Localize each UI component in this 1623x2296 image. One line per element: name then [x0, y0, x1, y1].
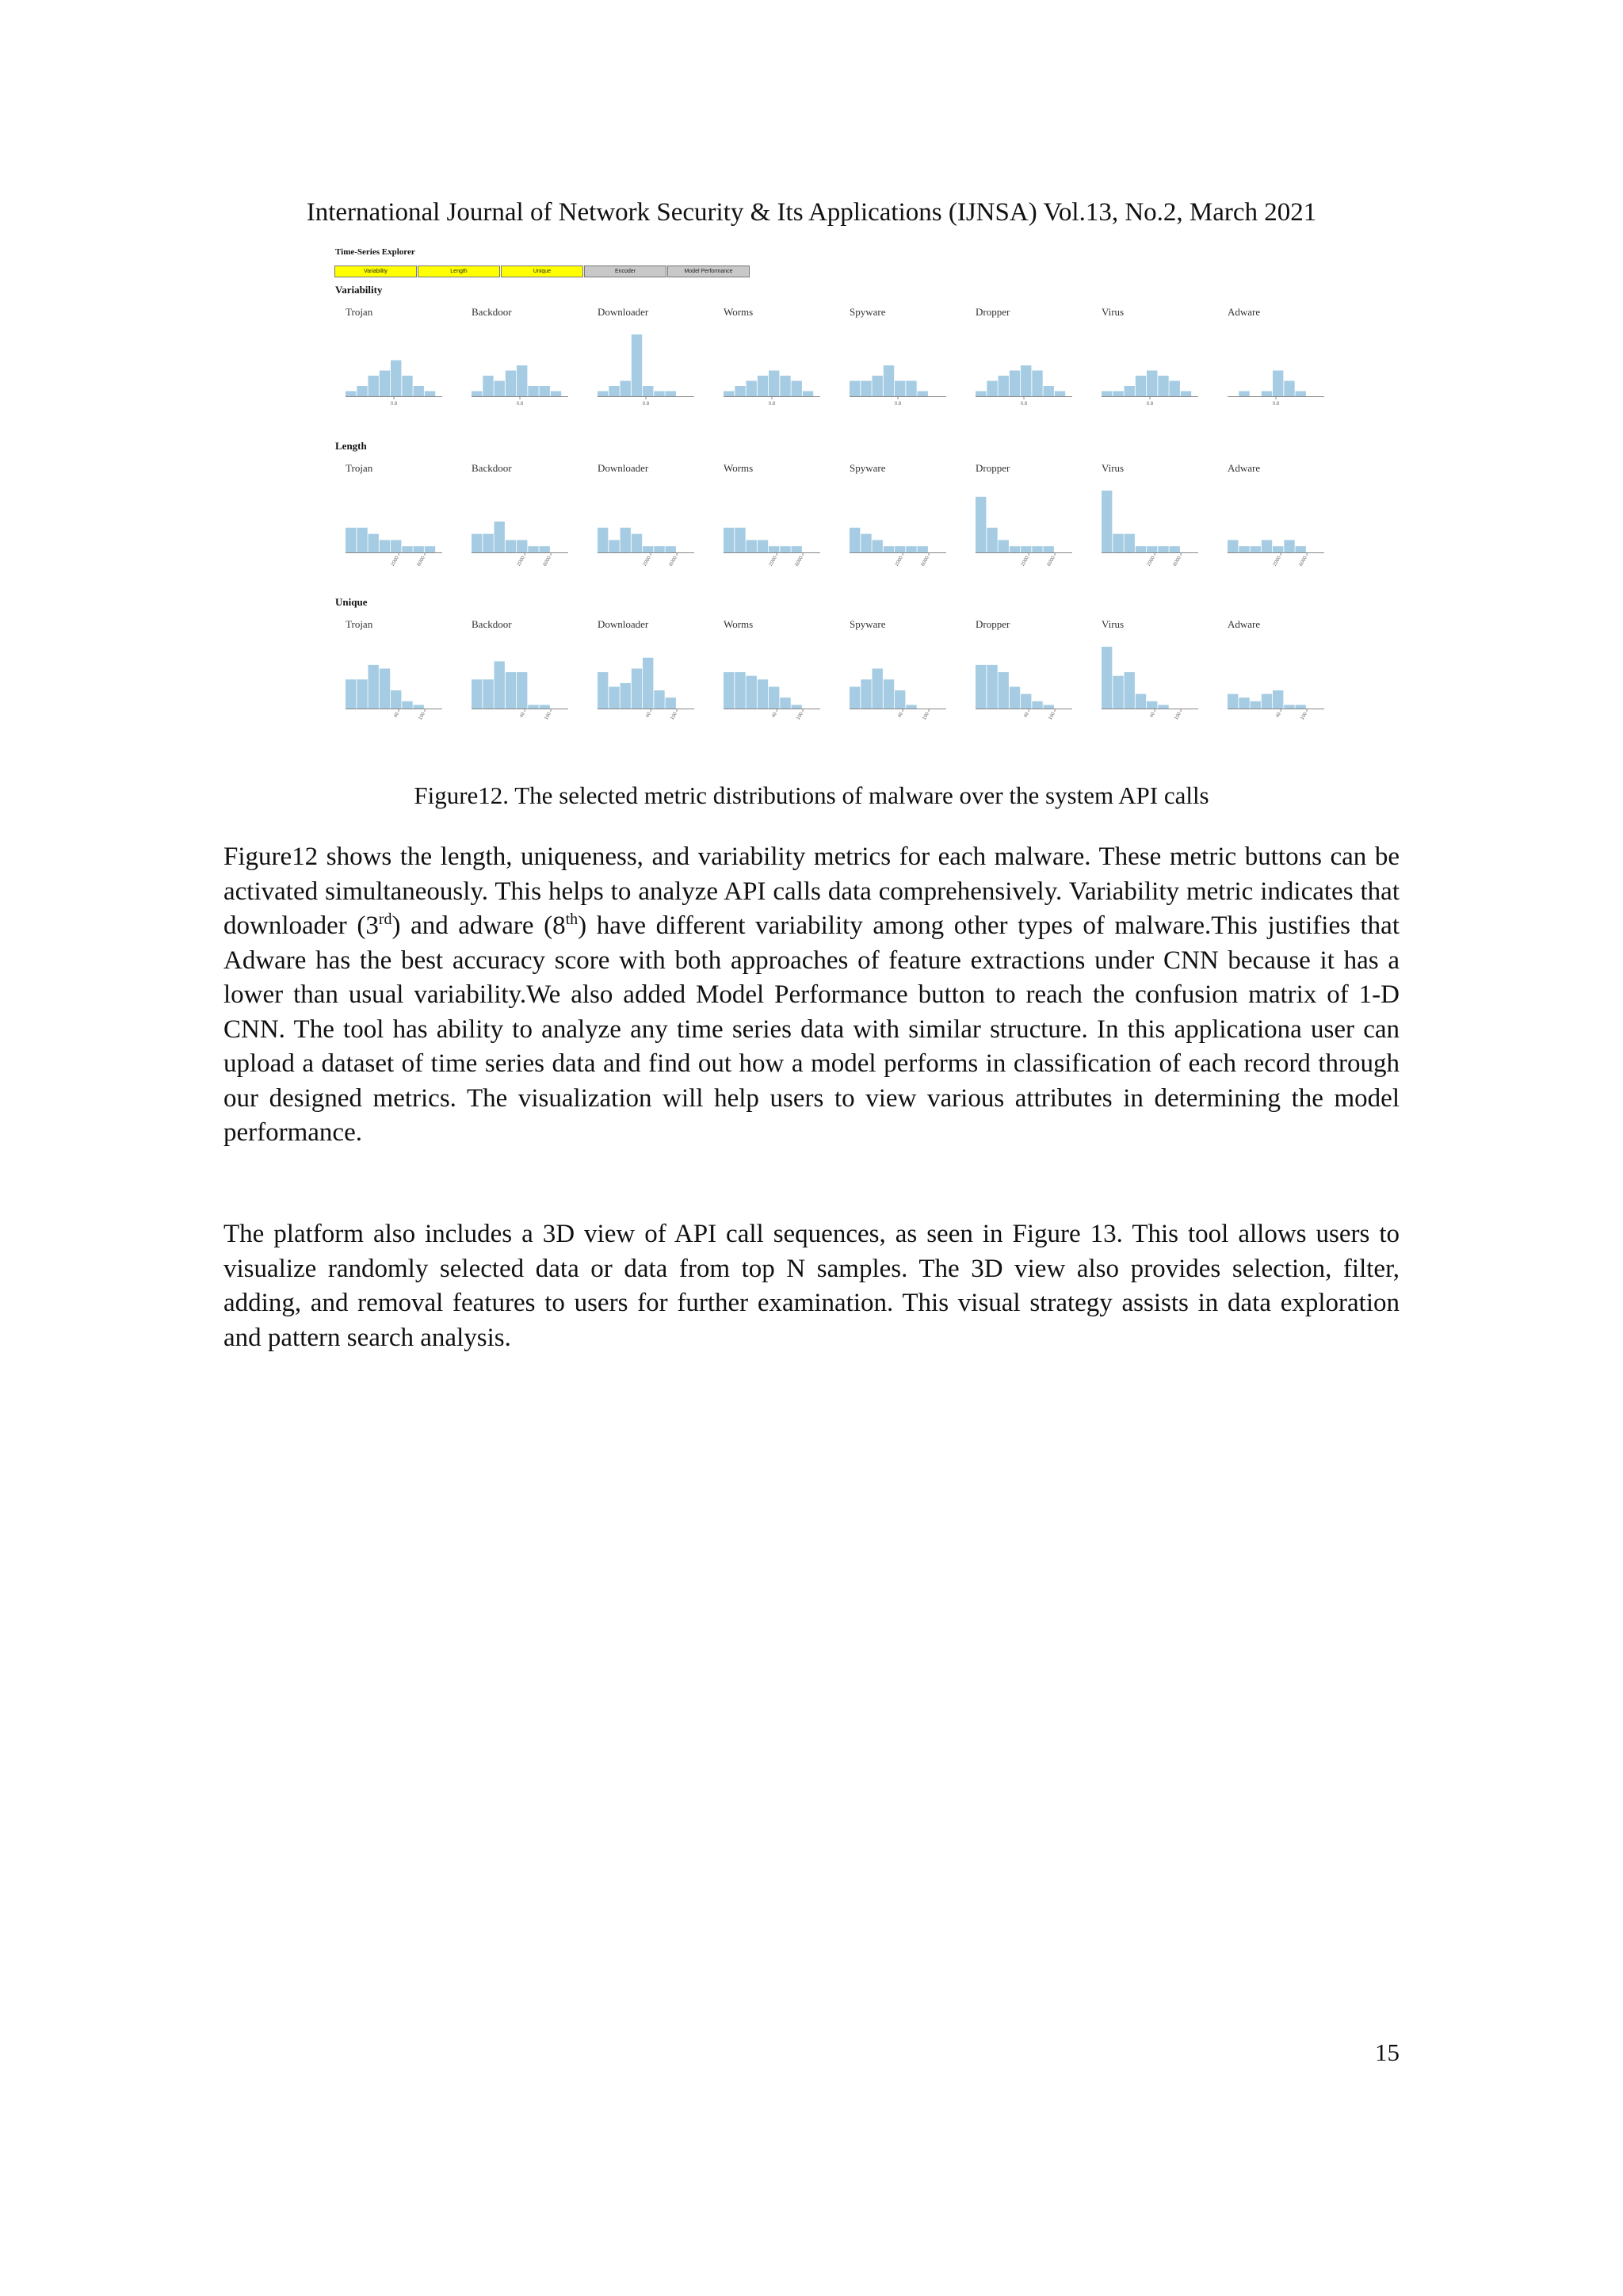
histogram-bar: [472, 392, 482, 397]
histogram-bar: [1147, 546, 1157, 552]
histogram-bar: [517, 672, 527, 709]
histogram-bar: [918, 392, 928, 397]
histogram-bar: [1102, 491, 1112, 552]
histogram-bar: [1021, 546, 1031, 552]
histogram-bar: [609, 540, 619, 552]
histogram-bar: [483, 376, 493, 396]
histogram-bar: [987, 665, 997, 709]
histogram-bar: [357, 528, 367, 552]
histogram-length-worms: [724, 487, 820, 573]
histogram-bar: [391, 690, 401, 709]
histogram-bar: [598, 672, 608, 709]
histogram-length-backdoor: [472, 487, 568, 573]
x-tick-label: 40: [897, 712, 904, 719]
histogram-length-adware: [1228, 487, 1324, 573]
histogram-unique-worms: [724, 644, 820, 729]
histogram-bar: [769, 546, 779, 552]
histogram-unique-backdoor: [472, 644, 568, 729]
histogram-bar: [609, 687, 619, 709]
histogram-bar: [1147, 371, 1157, 397]
histogram-bar: [884, 679, 894, 709]
metric-button-model-performance[interactable]: Model Performance: [667, 266, 750, 277]
p1-text-b: ) and adware (8: [391, 911, 566, 940]
plot-label-backdoor: Backdoor: [472, 618, 512, 630]
plot-label-spyware: Spyware: [850, 618, 886, 630]
histogram-bar: [1125, 672, 1135, 709]
histogram-bar: [1010, 546, 1020, 552]
histogram-variability-trojan: [346, 331, 442, 417]
histogram-bar: [769, 371, 779, 397]
histogram-bar: [1113, 392, 1123, 397]
histogram-bar: [1181, 392, 1191, 397]
histogram-bar: [632, 534, 642, 552]
x-tick-label: 40: [1023, 712, 1030, 719]
plot-label-backdoor: Backdoor: [472, 462, 512, 474]
histogram-bar: [1044, 386, 1054, 396]
x-tick-label: 0.8: [1272, 402, 1280, 407]
paragraph-1: [223, 840, 1400, 1151]
x-tick-label: 6000: [1298, 556, 1308, 567]
histogram-bar: [1251, 546, 1261, 552]
histogram-bar: [1032, 701, 1042, 709]
histogram-bar: [780, 546, 790, 552]
x-tick-label: 100: [922, 712, 930, 721]
x-tick-label: 0.8: [516, 402, 524, 407]
histogram-bar: [1032, 546, 1042, 552]
metric-button-unique[interactable]: Unique: [501, 266, 583, 277]
histogram-bar: [414, 546, 424, 552]
histogram-bar: [540, 386, 550, 396]
histogram-unique-downloader: [598, 644, 694, 729]
histogram-bar: [884, 546, 894, 552]
metric-button-variability[interactable]: Variability: [334, 266, 417, 277]
histogram-bar: [621, 528, 631, 552]
x-tick-label: 40: [519, 712, 526, 719]
x-tick-label: 100: [1300, 712, 1308, 721]
histogram-bar: [735, 672, 745, 709]
histogram-bar: [780, 697, 790, 709]
paragraph-2: The platform also includes a 3D view of API call sequences, as seen in Figure 13. This tool allows users to visualize randomly selected data or data from top N samples. The 3D view also provides selection, filter, adding, and removal features to users for further examination. This visual strategy assists in data exploration and pattern search analysis.: [223, 1220, 1400, 1352]
histogram-bar: [1284, 381, 1294, 397]
histogram-bar: [391, 540, 401, 552]
histogram-bar: [769, 687, 779, 709]
histogram-bar: [976, 497, 986, 552]
histogram-bar: [724, 392, 734, 397]
histogram-bar: [1158, 546, 1168, 552]
histogram-length-downloader: [598, 487, 694, 573]
p1-text-a: Figure12 shows the length, uniqueness, and variability metrics for each malware. These metric buttons can be activated simultaneously. This helps to analyze API calls data comprehensively. Variability metric indicates that downloader (3: [223, 842, 1400, 940]
histogram-bar: [1228, 694, 1238, 709]
histogram-unique-spyware: [850, 644, 946, 729]
histogram-bar: [666, 697, 676, 709]
plot-label-adware: Adware: [1228, 618, 1261, 630]
histogram-bar: [621, 381, 631, 397]
histogram-bar: [357, 679, 367, 709]
histogram-unique-adware: [1228, 644, 1324, 729]
histogram-bar: [517, 365, 527, 396]
histogram-bar: [346, 679, 356, 709]
x-tick-label: 6000: [542, 556, 552, 567]
plot-label-worms: Worms: [724, 462, 754, 474]
histogram-bar: [895, 690, 905, 709]
app-title: Time-Series Explorer: [335, 247, 415, 257]
x-tick-label: 6000: [1046, 556, 1056, 567]
x-tick-label: 40: [1149, 712, 1156, 719]
histogram-bar: [506, 540, 516, 552]
histogram-unique-dropper: [976, 644, 1072, 729]
histogram-bar: [861, 679, 871, 709]
histogram-bar: [780, 376, 790, 396]
histogram-bar: [1158, 376, 1168, 396]
x-tick-label: 6000: [920, 556, 930, 567]
histogram-bar: [346, 528, 356, 552]
x-tick-label: 6000: [794, 556, 804, 567]
histogram-bar: [357, 386, 367, 396]
histogram-bar: [517, 540, 527, 552]
histogram-bar: [414, 386, 424, 396]
x-tick-label: 40: [1275, 712, 1282, 719]
histogram-unique-trojan: [346, 644, 442, 729]
histogram-bar: [987, 528, 997, 552]
histogram-bar: [906, 381, 916, 397]
section-title-length: Length: [335, 440, 367, 452]
histogram-bar: [724, 672, 734, 709]
plot-label-trojan: Trojan: [346, 462, 373, 474]
plot-label-dropper: Dropper: [976, 462, 1010, 474]
plot-label-trojan: Trojan: [346, 618, 373, 630]
x-tick-label: 0.8: [642, 402, 650, 407]
histogram-bar: [1170, 381, 1180, 397]
histogram-bar: [1296, 546, 1306, 552]
histogram-bar: [1296, 705, 1306, 709]
p1-text-c: ) have different variability among other types of malware.This justifies that Adware has the best accuracy score with both approaches of feature extractions under CNN because it has a lower than usual variability.We also added Model Performance button to reach the confusion matrix of 1-D CNN. The tool has ability to analyze any time series data with similar structure. In this applicationa user can upload a dataset of time series data and find out how a model performs in classification of each record through our designed metrics. The visualization will help users to view various attributes in determining the model performance.: [223, 911, 1400, 1147]
histogram-bar: [987, 381, 997, 397]
histogram-bar: [735, 386, 745, 396]
histogram-bar: [895, 381, 905, 397]
histogram-bar: [654, 690, 664, 709]
metric-button-encoder[interactable]: Encoder: [584, 266, 666, 277]
histogram-bar: [792, 546, 802, 552]
histogram-bar: [540, 546, 550, 552]
histogram-bar: [495, 661, 505, 709]
x-tick-label: 0.8: [768, 402, 776, 407]
histogram-bar: [654, 392, 664, 397]
x-tick-label: 0.8: [1020, 402, 1028, 407]
x-tick-label: 40: [771, 712, 778, 719]
histogram-bar: [895, 546, 905, 552]
histogram-variability-downloader: [598, 331, 694, 417]
x-tick-label: 0.8: [894, 402, 902, 407]
histogram-bar: [735, 528, 745, 552]
histogram-bar: [1125, 386, 1135, 396]
running-header: International Journal of Network Security & Its Applications (IJNSA) Vol.13, No.2, March 2021: [306, 198, 1317, 227]
histogram-bar: [528, 705, 538, 709]
plot-label-virus: Virus: [1102, 462, 1125, 474]
histogram-length-trojan: [346, 487, 442, 573]
plot-label-adware: Adware: [1228, 306, 1261, 318]
histogram-bar: [391, 361, 401, 397]
histogram-bar: [551, 392, 561, 397]
figure-caption: Figure12. The selected metric distributions of malware over the system API calls: [414, 781, 1209, 809]
histogram-bar: [1032, 371, 1042, 397]
x-tick-label: 6000: [1172, 556, 1182, 567]
histogram-bar: [495, 381, 505, 397]
metric-button-length[interactable]: Length: [418, 266, 500, 277]
plot-label-backdoor: Backdoor: [472, 306, 512, 318]
histogram-bar: [528, 546, 538, 552]
histogram-bar: [1262, 694, 1272, 709]
histogram-bar: [643, 658, 653, 709]
histogram-bar: [884, 365, 894, 396]
p1-sup-th: th: [565, 911, 579, 928]
x-tick-label: 2000: [390, 556, 400, 567]
histogram-bar: [414, 705, 424, 709]
x-tick-label: 2000: [768, 556, 778, 567]
histogram-bar: [1044, 546, 1054, 552]
histogram-bar: [999, 376, 1009, 396]
histogram-length-virus: [1102, 487, 1198, 573]
histogram-bar: [369, 665, 379, 709]
histogram-bar: [598, 528, 608, 552]
histogram-bar: [1021, 694, 1031, 709]
histogram-bar: [1228, 540, 1238, 552]
histogram-bar: [1136, 546, 1146, 552]
histogram-bar: [747, 676, 757, 709]
histogram-bar: [425, 546, 435, 552]
histogram-bar: [1147, 701, 1157, 709]
histogram-bar: [643, 546, 653, 552]
histogram-bar: [873, 376, 883, 396]
histogram-bar: [1273, 690, 1283, 709]
histogram-variability-backdoor: [472, 331, 568, 417]
histogram-bar: [1044, 705, 1054, 709]
plot-label-worms: Worms: [724, 618, 754, 630]
x-tick-label: 40: [393, 712, 400, 719]
histogram-bar: [1273, 371, 1283, 397]
p1-sup-rd: rd: [378, 911, 392, 928]
histogram-bar: [380, 669, 390, 709]
histogram-bar: [747, 540, 757, 552]
histogram-bar: [506, 672, 516, 709]
x-tick-label: 2000: [1020, 556, 1030, 567]
histogram-bar: [666, 392, 676, 397]
plot-label-spyware: Spyware: [850, 462, 886, 474]
histogram-bar: [1158, 705, 1168, 709]
histogram-bar: [1170, 546, 1180, 552]
histogram-bar: [758, 540, 768, 552]
histogram-bar: [850, 687, 860, 709]
histogram-length-dropper: [976, 487, 1072, 573]
histogram-bar: [1102, 647, 1112, 709]
section-title-unique: Unique: [335, 596, 368, 608]
histogram-bar: [1055, 392, 1065, 397]
histogram-bar: [1136, 694, 1146, 709]
x-tick-label: 6000: [416, 556, 426, 567]
histogram-bar: [632, 669, 642, 709]
histogram-bar: [976, 665, 986, 709]
histogram-bar: [1239, 697, 1249, 709]
x-tick-label: 100: [1174, 712, 1182, 721]
x-tick-label: 0.8: [390, 402, 398, 407]
histogram-bar: [1125, 534, 1135, 552]
histogram-length-spyware: [850, 487, 946, 573]
histogram-bar: [540, 705, 550, 709]
histogram-bar: [1262, 540, 1272, 552]
plot-label-dropper: Dropper: [976, 618, 1010, 630]
plot-label-downloader: Downloader: [598, 462, 649, 474]
histogram-variability-dropper: [976, 331, 1072, 417]
histogram-bar: [1284, 705, 1294, 709]
plot-label-downloader: Downloader: [598, 618, 649, 630]
x-tick-label: 2000: [1272, 556, 1282, 567]
x-tick-label: 100: [418, 712, 426, 721]
plot-label-spyware: Spyware: [850, 306, 886, 318]
histogram-bar: [906, 705, 916, 709]
histogram-bar: [1239, 546, 1249, 552]
histogram-bar: [1102, 392, 1112, 397]
histogram-variability-virus: [1102, 331, 1198, 417]
histogram-bar: [483, 679, 493, 709]
histogram-bar: [1010, 371, 1020, 397]
histogram-bar: [1273, 546, 1283, 552]
histogram-bar: [402, 376, 412, 396]
x-tick-label: 100: [1048, 712, 1056, 721]
histogram-unique-virus: [1102, 644, 1198, 729]
histogram-bar: [609, 386, 619, 396]
section-title-variability: Variability: [335, 284, 383, 296]
histogram-bar: [654, 546, 664, 552]
plot-label-trojan: Trojan: [346, 306, 373, 318]
histogram-bar: [976, 392, 986, 397]
x-tick-label: 100: [544, 712, 552, 721]
plot-label-virus: Virus: [1102, 306, 1125, 318]
histogram-bar: [528, 386, 538, 396]
histogram-bar: [1136, 376, 1146, 396]
histogram-bar: [380, 540, 390, 552]
histogram-bar: [747, 381, 757, 397]
histogram-bar: [850, 528, 860, 552]
histogram-bar: [999, 672, 1009, 709]
histogram-bar: [483, 534, 493, 552]
histogram-bar: [918, 546, 928, 552]
x-tick-label: 2000: [642, 556, 652, 567]
histogram-bar: [1010, 687, 1020, 709]
plot-label-virus: Virus: [1102, 618, 1125, 630]
histogram-bar: [346, 392, 356, 397]
plot-label-dropper: Dropper: [976, 306, 1010, 318]
histogram-bar: [1296, 392, 1306, 397]
histogram-bar: [380, 371, 390, 397]
histogram-bar: [792, 381, 802, 397]
histogram-bar: [873, 669, 883, 709]
histogram-bar: [472, 679, 482, 709]
histogram-bar: [402, 546, 412, 552]
histogram-bar: [906, 546, 916, 552]
histogram-bar: [724, 528, 734, 552]
histogram-bar: [472, 534, 482, 552]
histogram-bar: [632, 334, 642, 396]
histogram-bar: [999, 540, 1009, 552]
plot-label-adware: Adware: [1228, 462, 1261, 474]
histogram-bar: [1113, 534, 1123, 552]
histogram-bar: [873, 540, 883, 552]
histogram-bar: [369, 376, 379, 396]
histogram-bar: [1239, 392, 1249, 397]
figure-12: [331, 247, 1330, 747]
x-tick-label: 6000: [668, 556, 678, 567]
histogram-bar: [369, 534, 379, 552]
plot-label-downloader: Downloader: [598, 306, 649, 318]
plot-label-worms: Worms: [724, 306, 754, 318]
x-tick-label: 2000: [1146, 556, 1156, 567]
x-tick-label: 0.8: [1146, 402, 1154, 407]
x-tick-label: 2000: [894, 556, 904, 567]
histogram-bar: [1284, 540, 1294, 552]
histogram-variability-worms: [724, 331, 820, 417]
histogram-variability-adware: [1228, 331, 1324, 417]
histogram-bar: [861, 534, 871, 552]
histogram-bar: [621, 683, 631, 709]
histogram-variability-spyware: [850, 331, 946, 417]
page-number: 15: [1375, 2038, 1400, 2066]
histogram-bar: [758, 679, 768, 709]
histogram-bar: [643, 386, 653, 396]
x-tick-label: 100: [796, 712, 804, 721]
histogram-bar: [495, 521, 505, 552]
histogram-bar: [861, 381, 871, 397]
histogram-bar: [425, 392, 435, 397]
x-tick-label: 2000: [516, 556, 526, 567]
histogram-bar: [803, 392, 813, 397]
histogram-bar: [666, 546, 676, 552]
histogram-bar: [758, 376, 768, 396]
histogram-bar: [850, 381, 860, 397]
histogram-bar: [1113, 676, 1123, 709]
histogram-bar: [1262, 392, 1272, 397]
histogram-bar: [506, 371, 516, 397]
histogram-bar: [598, 392, 608, 397]
x-tick-label: 100: [670, 712, 678, 721]
histogram-bar: [1251, 701, 1261, 709]
histogram-bar: [792, 705, 802, 709]
x-tick-label: 40: [645, 712, 652, 719]
histogram-bar: [402, 701, 412, 709]
histogram-bar: [1021, 365, 1031, 396]
